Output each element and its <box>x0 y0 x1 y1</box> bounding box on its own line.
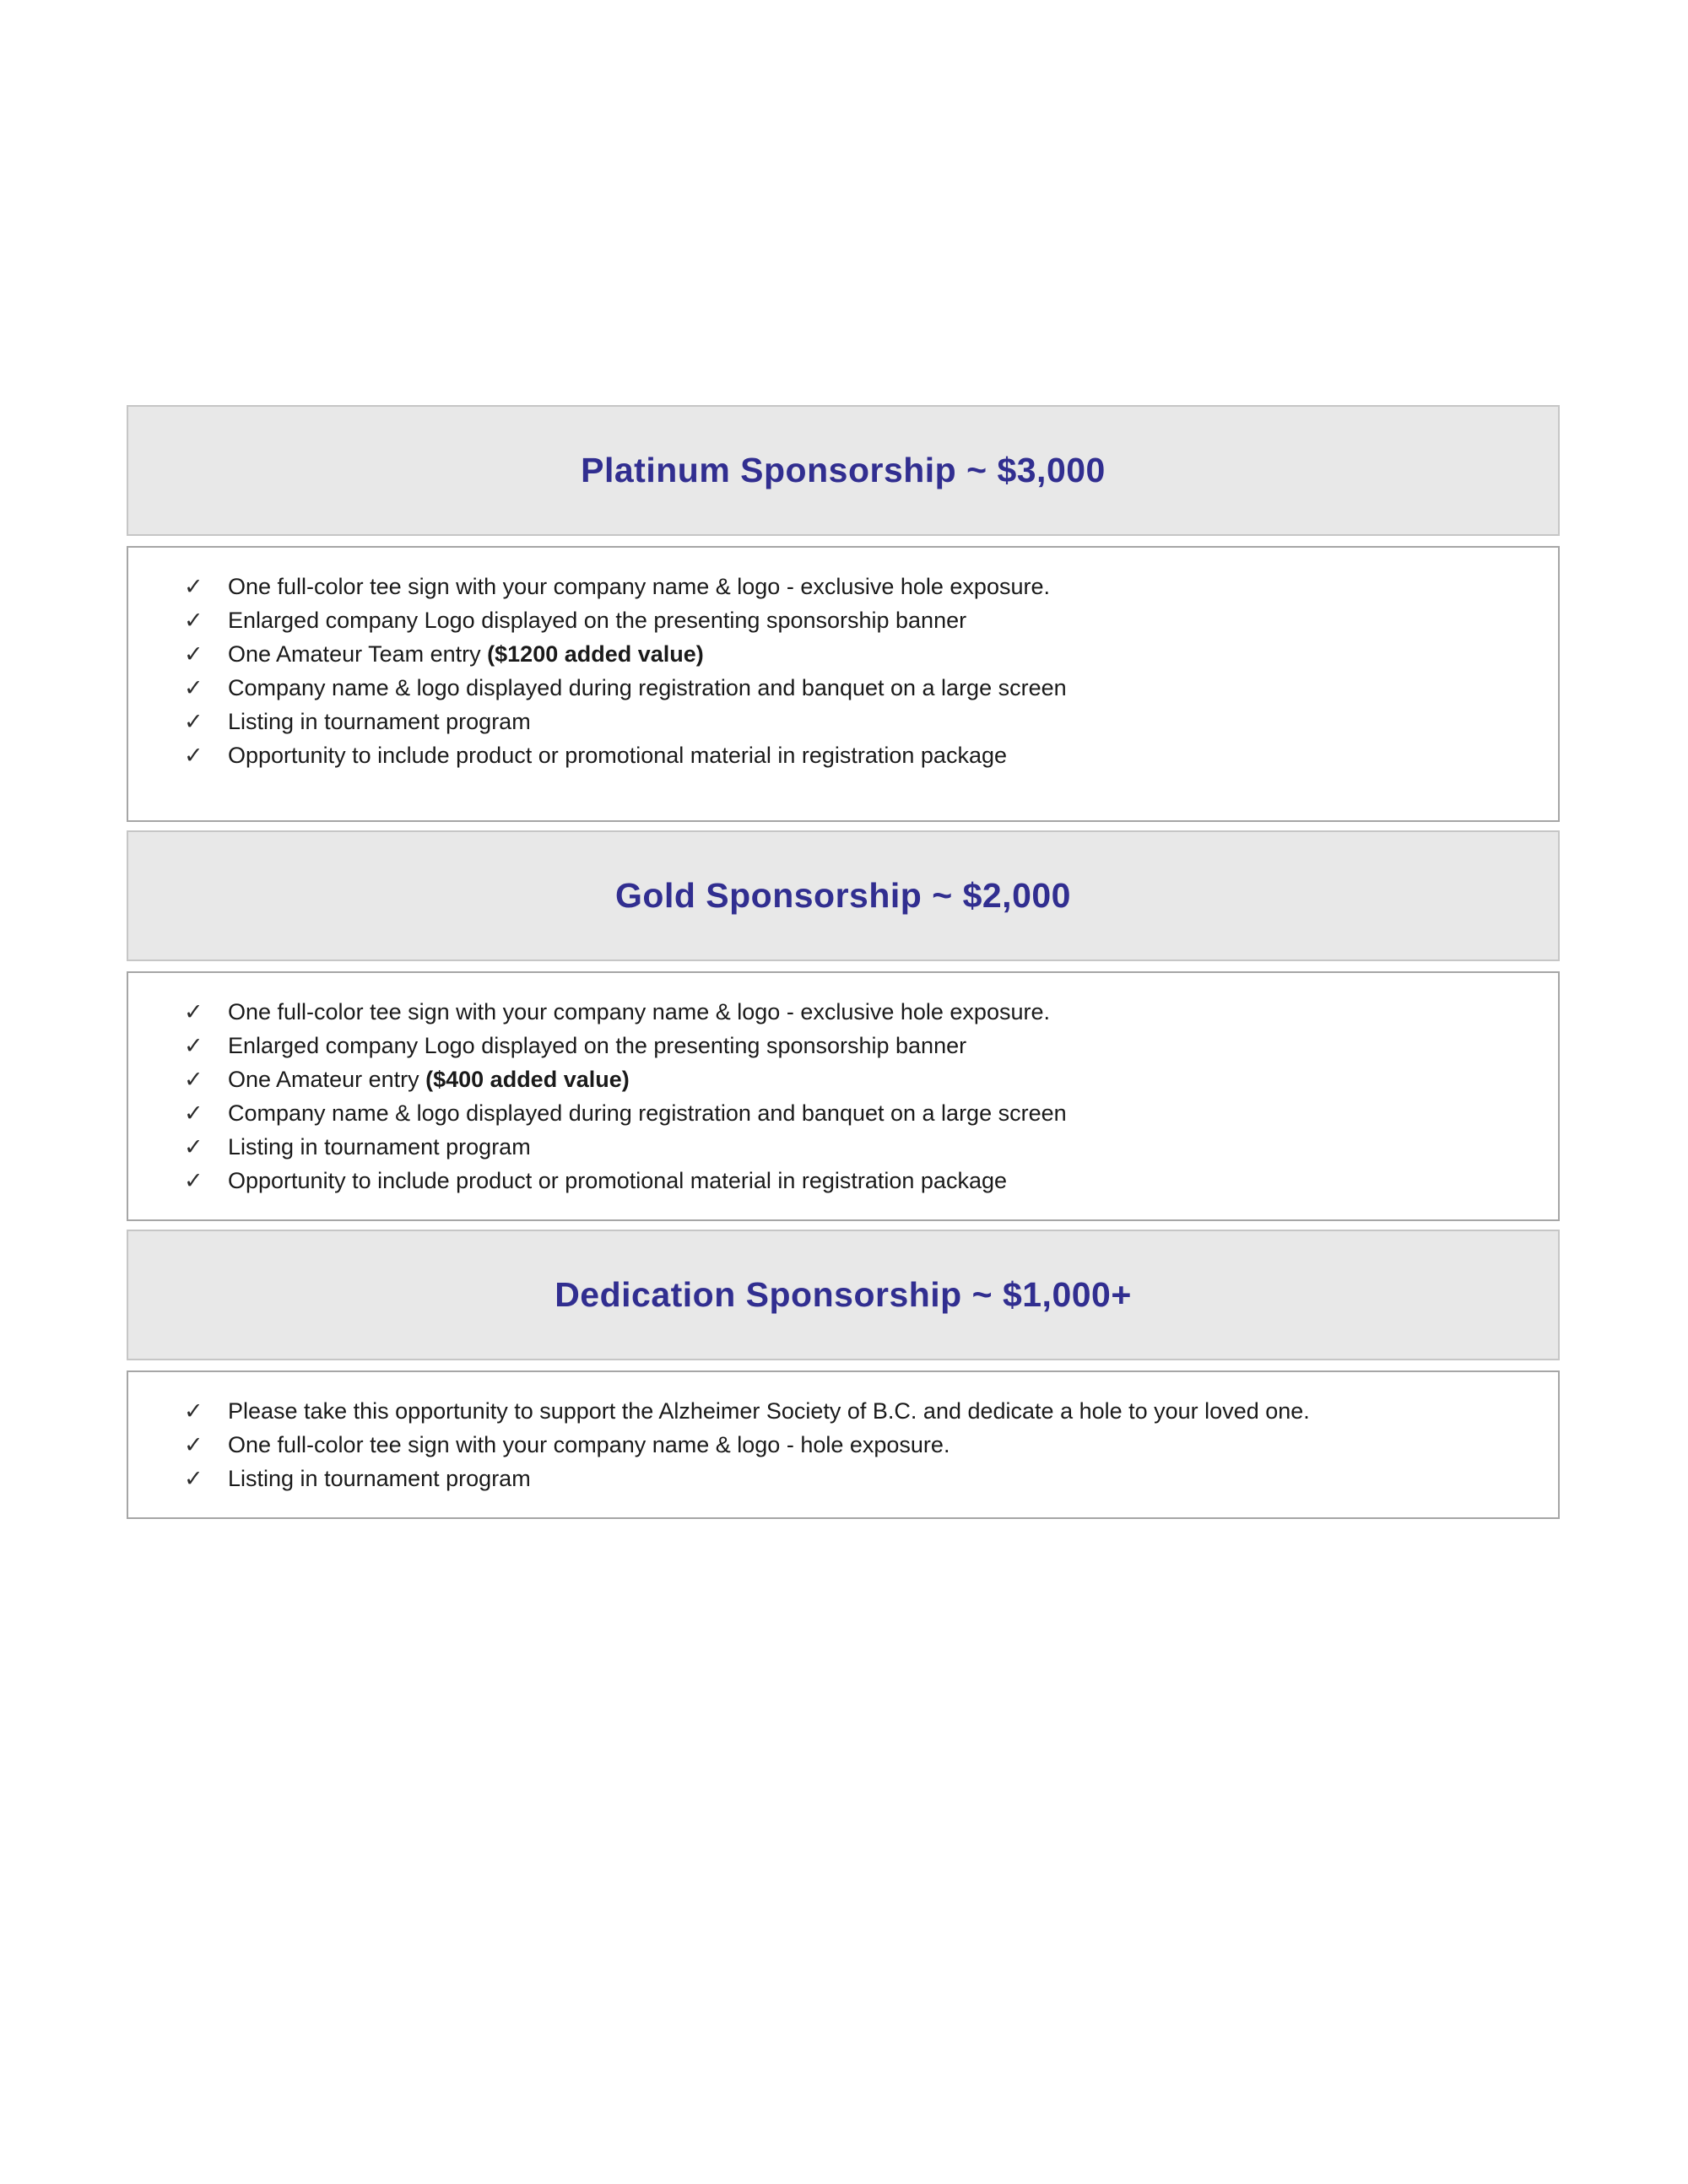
check-icon: ✓ <box>184 675 203 700</box>
list-item <box>184 637 1524 671</box>
list-item <box>184 603 1524 637</box>
check-icon: ✓ <box>184 608 203 633</box>
list-item <box>184 705 1524 738</box>
platinum-benefit-list <box>128 570 1524 772</box>
platinum-header <box>127 405 1560 536</box>
item-text: One full-color tee sign with your company name & logo - hole exposure. <box>228 1432 950 1457</box>
item-text: Enlarged company Logo displayed on the presenting sponsorship banner <box>228 608 967 633</box>
list-item <box>184 1164 1524 1197</box>
platinum-title: Platinum Sponsorship ~ $3,000 <box>581 451 1106 489</box>
check-icon: ✓ <box>184 1168 203 1193</box>
item-text: Listing in tournament program <box>228 1134 531 1160</box>
section-gold <box>127 830 1560 1221</box>
check-icon: ✓ <box>184 743 203 768</box>
check-icon: ✓ <box>184 574 203 599</box>
check-icon: ✓ <box>184 1067 203 1092</box>
dedication-header <box>127 1230 1560 1360</box>
list-item <box>184 1394 1524 1428</box>
check-icon: ✓ <box>184 1134 203 1160</box>
item-text: One full-color tee sign with your company name & logo - exclusive hole exposure. <box>228 999 1050 1024</box>
item-text: One full-color tee sign with your company name & logo - exclusive hole exposure. <box>228 574 1050 599</box>
check-icon: ✓ <box>184 1033 203 1058</box>
check-icon: ✓ <box>184 1432 203 1457</box>
item-text: Opportunity to include product or promotional material in registration package <box>228 1168 1007 1193</box>
list-item <box>184 1428 1524 1462</box>
gold-content <box>127 971 1560 1221</box>
list-item <box>184 1096 1524 1130</box>
check-icon: ✓ <box>184 641 203 667</box>
item-text: One Amateur Team entry ($1200 added value) <box>228 641 704 667</box>
list-item <box>184 995 1524 1029</box>
item-text: Company name & logo displayed during registration and banquet on a large screen <box>228 675 1067 700</box>
list-item <box>184 1130 1524 1164</box>
gold-benefit-list <box>128 995 1524 1197</box>
dedication-benefit-list <box>128 1394 1524 1495</box>
platinum-content <box>127 546 1560 822</box>
list-item <box>184 570 1524 603</box>
check-icon: ✓ <box>184 709 203 734</box>
item-text: Company name & logo displayed during registration and banquet on a large screen <box>228 1100 1067 1126</box>
item-text: One Amateur entry ($400 added value) <box>228 1067 630 1092</box>
item-text: Opportunity to include product or promotional material in registration package <box>228 743 1007 768</box>
check-icon: ✓ <box>184 999 203 1024</box>
dedication-title: Dedication Sponsorship ~ $1,000+ <box>555 1275 1132 1314</box>
gold-header <box>127 830 1560 961</box>
item-text: Listing in tournament program <box>228 1466 531 1491</box>
item-text: Listing in tournament program <box>228 709 531 734</box>
section-dedication <box>127 1230 1560 1519</box>
list-item <box>184 1029 1524 1062</box>
sponsorship-document <box>127 405 1560 1527</box>
list-item <box>184 738 1524 772</box>
check-icon: ✓ <box>184 1100 203 1126</box>
item-text: Enlarged company Logo displayed on the presenting sponsorship banner <box>228 1033 967 1058</box>
dedication-content <box>127 1370 1560 1519</box>
check-icon: ✓ <box>184 1398 203 1424</box>
section-platinum <box>127 405 1560 822</box>
check-icon: ✓ <box>184 1466 203 1491</box>
list-item <box>184 1462 1524 1495</box>
list-item <box>184 671 1524 705</box>
list-item <box>184 1062 1524 1096</box>
gold-title: Gold Sponsorship ~ $2,000 <box>615 876 1071 915</box>
item-text: Please take this opportunity to support the Alzheimer Society of B.C. and dedicate a hole to your loved one. <box>228 1398 1310 1424</box>
